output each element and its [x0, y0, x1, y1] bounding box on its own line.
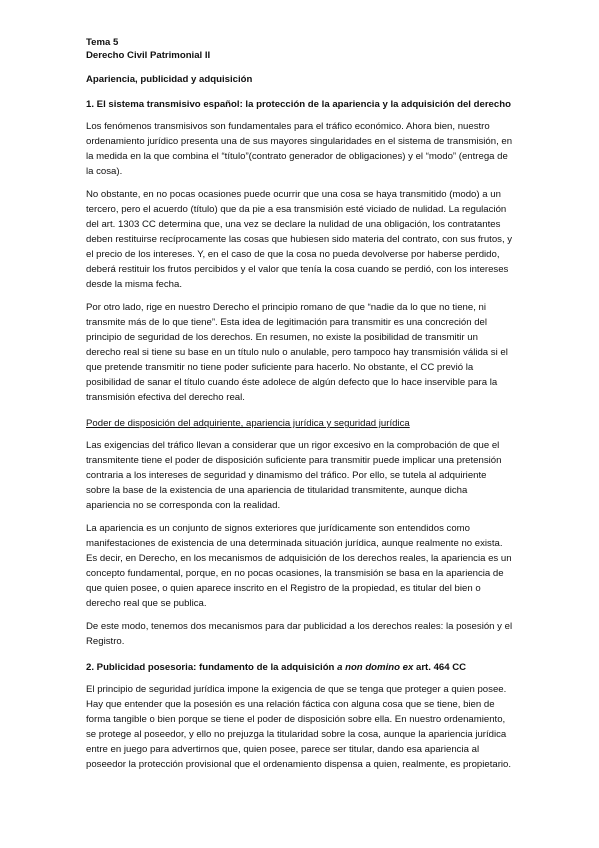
- subsection-paragraph-3: De este modo, tenemos dos mecanismos para dar publicidad a los derechos reales: la posesión y el Registro.: [86, 621, 513, 647]
- section-1-paragraph-3: Por otro lado, rige en nuestro Derecho el principio romano de que “nadie da lo que no tiene, ni transmite más de lo que tiene”. Esta idea de legitimación para transmitir es una concreción del principio de seguridad de los derechos. En resumen, no existe la posibilidad de transmitir un derecho real si tiene su base en un título nulo o anulable, pero tampoco hay transmisión válida si el que pretende transmitir no tiene poder suficiente para hacerlo. No obstante, el CC previó la posibilidad de sanar el título cuando éste adolece de algún defecto que lo hace inservible para la transmisión efectiva del derecho real.: [86, 302, 508, 403]
- section-2-heading-suffix: art. 464 CC: [413, 662, 467, 673]
- section-2-heading-italic: a non domino ex: [337, 662, 414, 673]
- document-title: Apariencia, publicidad y adquisición: [86, 74, 253, 85]
- subsection-heading: Poder de disposición del adquiriente, apariencia jurídica y seguridad jurídica: [86, 418, 410, 429]
- section-2-heading: [86, 661, 513, 674]
- section-1-paragraph-2: No obstante, en no pocas ocasiones puede ocurrir que una cosa se haya transmitido (modo) a un tercero, pero el acuerdo (título) que da pie a esa transmisión esté viciado de nulidad. La regulación del art. 1303 CC determina que, una vez se declare la nulidad de una obligación, los contratantes deben restituirse recíprocamente las cosas que hubiesen sido materia del contrato, con sus frutos, y el precio de los intereses. Y, en el caso de que la cosa no pueda devolverse por haberse perdido, deberá restituir los frutos percibidos y el valor que tenía la cosa cuando se perdió, con los intereses desde la misma fecha.: [86, 189, 513, 290]
- subject-label: Derecho Civil Patrimonial II: [86, 50, 211, 61]
- section-2-paragraph-1: El principio de seguridad jurídica impone la exigencia de que se tenga que proteger a quien posee. Hay que entender que la posesión es una relación fáctica con alguna cosa que se tiene, bien de forma tangible o bien porque se tiene el poder de disposición sobre ella. En nuestro ordenamiento, se protege al poseedor, y ello no prejuzga la titularidad sobre la cosa, aunque la apariencia jurídica entre en juego para advertirnos que, quien posee, parece ser titular, dando esa apariencia al poseedor la protección provisional que el ordenamiento dispensa a quien, realmente, es propietario.: [86, 684, 512, 770]
- subsection-paragraph-2: La apariencia es un conjunto de signos exteriores que jurídicamente son entendidos como manifestaciones de existencia de una determinada situación jurídica, aunque realmente no exista. Es decir, en Derecho, en los mecanismos de adquisición de los derechos reales, la apariencia es un concepto fundamental, porque, en no pocas ocasiones, la transmisión se basa en la apariencia de que quien posee, o quien aparece inscrito en el Registro de la propiedad, es titular del bien o derecho real que se publica.: [86, 523, 512, 609]
- topic-label: Tema 5: [86, 37, 119, 48]
- section-2-heading-prefix: 2. Publicidad posesoria: fundamento de la adquisición: [86, 662, 338, 673]
- section-1-paragraph-1: Los fenómenos transmisivos son fundamentales para el tráfico económico. Ahora bien, nuestro ordenamiento jurídico presenta una de sus mayores singularidades en el sistema de transmisión, en la medida en la que combina el “título”(contrato generador de obligaciones) y el “modo” (entrega de la cosa).: [86, 121, 513, 177]
- subsection-paragraph-1: Las exigencias del tráfico llevan a considerar que un rigor excesivo en la comprobación de que el transmitente tiene el poder de disposición suficiente para transmitir puede implicar una pretensión contraria a los intereses de seguridad y dinamismo del tráfico. Por ello, se tutela al adquiriente sobre la base de la existencia de una apariencia de titularidad transmitente, aunque dicha apariencia no se corresponda con la realidad.: [86, 440, 502, 511]
- section-1-heading: 1. El sistema transmisivo español: la protección de la apariencia y la adquisición del derecho: [86, 99, 511, 110]
